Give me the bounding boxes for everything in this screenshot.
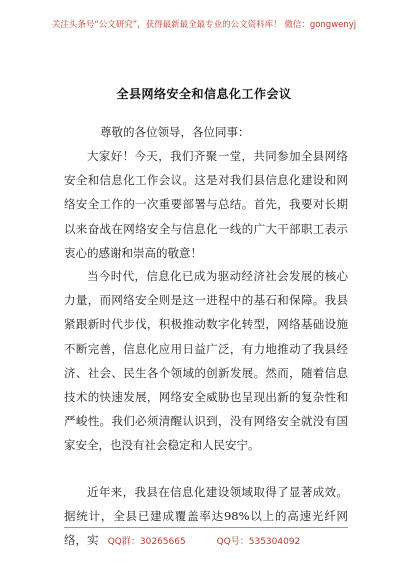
paragraph-3: 近年来，我县在信息化建设领域取得了显著成效。据统计，全县已建成覆盖率达98%以上的高速光纤网络，实 bbox=[64, 485, 348, 548]
paragraph-1: 大家好！今天，我们齐聚一堂，共同参加全县网络安全和信息化工作会议。这是对我们县信息化建设和网络安全工作的一次重要部署与总结。首先，我要对长期以来奋战在网络安全与信息化一线的广大干部职工表示衷心的感谢和崇高的敬意！ bbox=[64, 149, 348, 260]
document-title: 全县网络安全和信息化工作会议 bbox=[116, 87, 292, 101]
footer bbox=[0, 534, 408, 547]
paragraph-2: 当今时代，信息化已成为驱动经济社会发展的核心力量，而网络安全则是这一进程中的基石和保障。我县紧跟新时代步伐，积极推动数字化转型，网络基础设施不断完善，信息化应用日益广泛，有力地推动了我县经济、社会、民生各个领域的创新发展。然而，随着信息技术的快速发展，网络安全威胁也呈现出新的复杂性和严峻性。我们必须清醒认识到，没有网络安全就没有国家安全，也没有社会稳定和人民安宁。 bbox=[64, 269, 348, 453]
header-banner: 关注头条号“公文研究”，获得最新最全最专业的公文资料库！ 微信：gongwenyj bbox=[51, 20, 357, 30]
footer-qq-group: QQ群：30265665 bbox=[107, 537, 186, 547]
footer-qq: QQ号：535304092 bbox=[216, 537, 301, 547]
salutation: 尊敬的各位领导，各位同事： bbox=[100, 125, 250, 139]
footer-divider bbox=[64, 527, 348, 528]
